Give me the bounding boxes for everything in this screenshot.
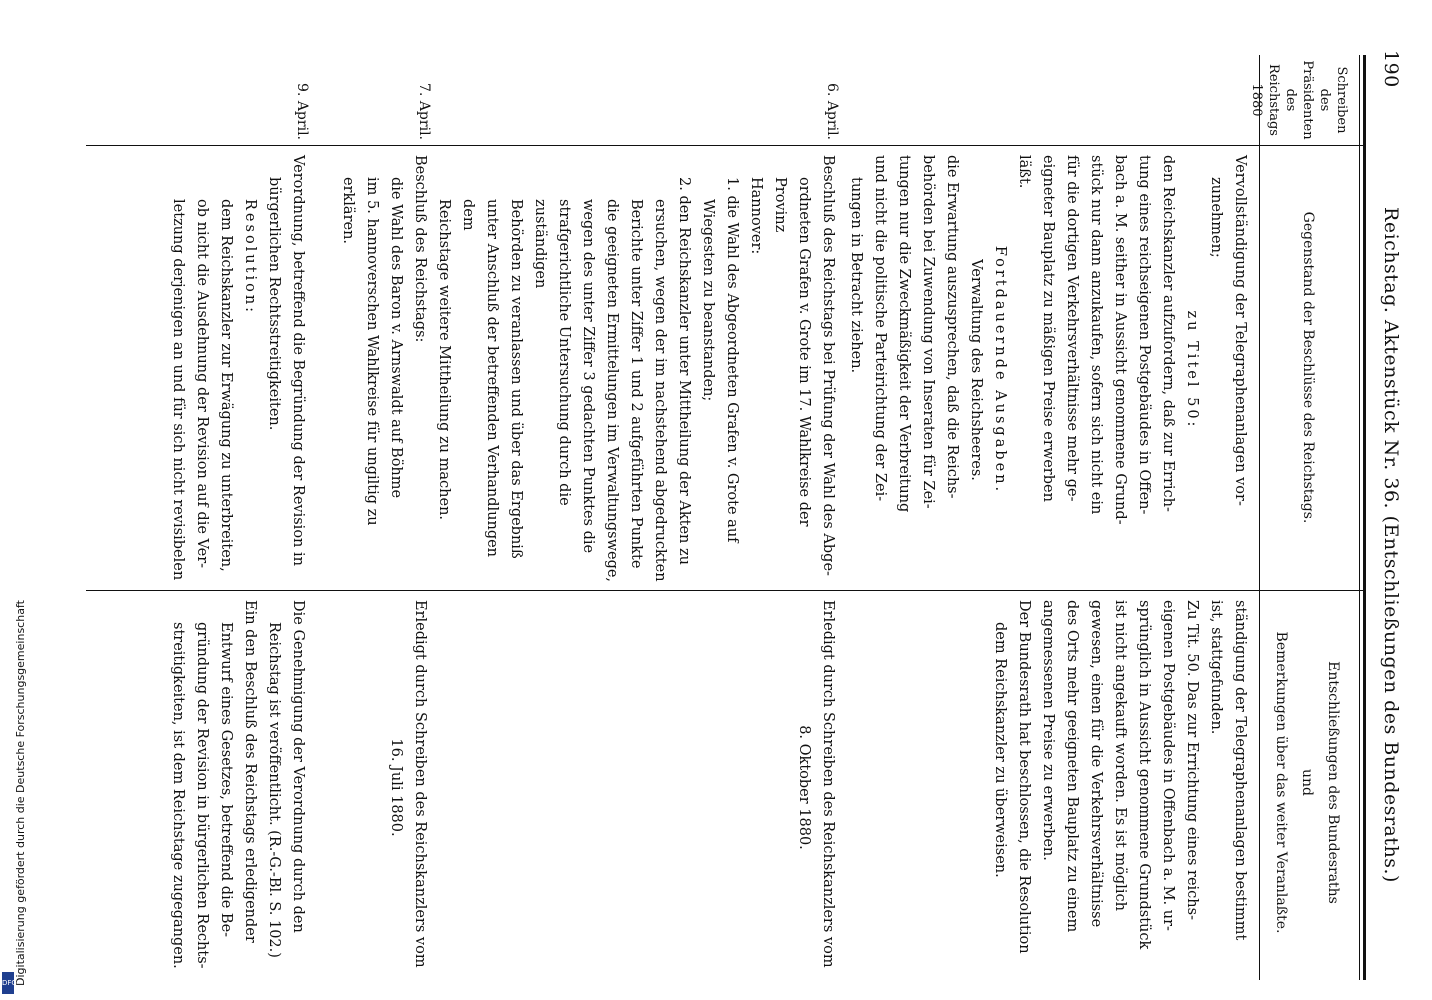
column-header-subject	[1299, 150, 1316, 585]
subject-line: strafgerichtliche Untersuchung durch die zuständigen	[532, 199, 572, 506]
resolution-line: gewesen, einen für die Verkehrsverhältnisse	[1088, 600, 1104, 928]
resolution-line: ist, stattgefunden.	[1208, 600, 1224, 735]
subject-line: tungen in Betracht ziehen.	[848, 177, 864, 374]
subject-line: unter Anschluß der betreffenden Verhandlungen dem	[460, 199, 500, 558]
resolution-line: Der Bundesrath hat beschlossen, die Resolution	[1016, 600, 1032, 954]
subject-line: behörden bei Zuwendung von Inseraten für Zei-	[920, 155, 936, 509]
subject-line: erklären.	[340, 177, 356, 245]
resolution-line: angemessenen Preise zu erwerben.	[1040, 600, 1056, 861]
subject-line: Wiegesten zu beanstanden;	[700, 199, 716, 402]
subject-line: die Erwartung auszusprechen, daß die Reichs-	[944, 155, 960, 499]
resolution-line: Reichstag ist veröffentlicht. (R.-G.-Bl. S. 102.)	[266, 622, 282, 958]
row-date: 7. April.	[416, 83, 432, 140]
subject-line: Berichte unter Ziffer 1 und 2 aufgeführten Punkte	[628, 199, 644, 569]
subject-line: bach a. M. seither in Aussicht genommene Grund-	[1112, 155, 1128, 525]
column-header-date-line: Reichstags	[1266, 64, 1281, 136]
subject-line: zu Titel 50:	[1184, 310, 1200, 430]
subject-line: eigneter Bauplatz zu mäßigen Preise erwerben	[1040, 155, 1056, 502]
subject-cell	[432, 155, 840, 585]
column-header-resolution-line: Bemerkungen über das weiter Veranlaßte.	[1273, 631, 1289, 934]
subject-line: letzung derjenigen an und für sich nicht revisibelen	[170, 199, 186, 581]
subject-line: ersuchen, wegen der im nachstehend abgedruckten	[652, 199, 668, 582]
running-title: Reichstag. Aktenstück Nr. 36. (Entschließungen des Bundesraths.)	[1380, 207, 1402, 883]
subject-line: 1. die Wahl des Abgeordneten Grafen v. Grote auf	[724, 177, 740, 543]
top-rule	[1363, 55, 1366, 980]
subject-line: läßt.	[1016, 155, 1032, 189]
column-header-date-line: des	[1283, 88, 1298, 112]
resolution-line: dem Reichskanzler zu überweisen.	[992, 622, 1008, 878]
subject-cell	[336, 155, 432, 585]
resolution-cell	[792, 600, 840, 975]
subject-line: Hannover:	[748, 177, 764, 255]
resolution-line: ist nicht angekauft worden. Es ist möglich	[1112, 600, 1128, 911]
subject-line: 2. den Reichskanzler unter Mittheilung der Akten zu	[676, 177, 692, 565]
subject-line: für die dortigen Verkehrsverhältnisse mehr ge-	[1064, 155, 1080, 502]
resolution-line: 8. Oktober 1880.	[796, 725, 812, 850]
subject-line: wegen des unter Ziffer 3 gedachten Punktes die	[580, 199, 596, 554]
subject-line: Verordnung, betreffend die Begründung der Revision in	[290, 155, 306, 566]
column-header-subject-text: Gegenstand der Beschlüsse des Reichstags.	[1300, 211, 1316, 524]
column-header-resolution-line: und	[1299, 769, 1315, 796]
subject-line: Resolution:	[242, 199, 258, 316]
row-date: 6. April.	[824, 83, 840, 140]
resolution-cell	[384, 600, 432, 975]
subject-line: tung eines reichseigenen Postgebäudes in Offen-	[1136, 155, 1152, 515]
resolution-line: streitigkeiten, ist dem Reichstage zugegangen.	[170, 622, 186, 969]
resolution-line: eigenen Postgebäudes in Offenbach a. M. ur-	[1160, 600, 1176, 931]
resolution-line: Zu Tit. 50. Das zur Errichtung eines reichs-	[1184, 600, 1200, 920]
subject-line: dem Reichskanzler zur Erwägung zu unterbreiten,	[218, 199, 234, 572]
resolution-line: 16. Juli 1880.	[388, 738, 404, 837]
subject-line: Fortdauernde Ausgaben.	[992, 245, 1008, 495]
column-header-date-line: Präsidenten	[1300, 60, 1315, 140]
subject-line: im 5. hannoverschen Wahlkreise für ungiltig zu	[364, 177, 380, 526]
subject-line: Beschluß des Reichstags:	[412, 155, 428, 343]
column-header-date	[1248, 58, 1350, 142]
subject-line: ordneten Grafen v. Grote im 17. Wahlkreise der Provinz	[772, 177, 812, 527]
resolution-line: ständigung der Telegraphenanlagen bestimmt	[1232, 600, 1248, 941]
subject-line: stück nur dann anzukaufen, sofern sich nicht ein	[1088, 155, 1104, 515]
subject-line: tungen nur die Zweckmäßigkeit der Verbreitung	[896, 155, 912, 513]
column-divider-2	[86, 590, 1366, 591]
subject-line: Vervollständigung der Telegraphenanlagen vor-	[1232, 155, 1248, 506]
resolution-line: des Orts mehr geeigneten Bauplatz zu einem	[1064, 600, 1080, 933]
column-header-resolution	[1268, 595, 1346, 970]
resolution-cell	[988, 600, 1252, 975]
subject-line: Behörden zu veranlassen und über das Ergebniß	[508, 199, 524, 559]
top-rule-thin	[1359, 55, 1360, 980]
subject-cell	[166, 155, 310, 585]
subject-line: die Wahl des Baron v. Arnswaldt auf Böhme	[388, 177, 404, 499]
subject-line: Reichstage weitere Mittheilung zu machen.	[436, 199, 452, 521]
subject-cell	[844, 155, 1252, 585]
row-date: 9. April.	[294, 83, 310, 140]
header-rule	[1259, 55, 1260, 980]
column-divider-1	[86, 145, 1366, 146]
column-header-date-line: 1880	[1249, 83, 1264, 117]
resolution-line: gründung der Revision in bürgerlichen Rechts-	[194, 622, 210, 969]
column-header-date-line: Schreiben	[1334, 66, 1349, 134]
resolution-line: Entwurf eines Gesetzes, betreffend die Be-	[218, 622, 234, 938]
subject-line: ob nicht die Ausdehnung der Revision auf die Ver-	[194, 199, 210, 569]
digitization-caption-text: Digitalisierung gefördert durch die Deutsche Forschungsgemeinschaft	[14, 600, 27, 986]
subject-line: den Reichskanzler aufzufordern, daß zur Errich-	[1160, 155, 1176, 512]
subject-line: bürgerlichen Rechtsstreitigkeiten.	[266, 177, 282, 431]
subject-line: die geeigneten Ermittelungen im Verwaltungswege,	[604, 199, 620, 583]
page-number: 190	[1380, 50, 1402, 88]
resolution-line: Erledigt durch Schreiben des Reichskanzlers vom	[412, 600, 428, 968]
subject-line: Verwaltung des Reichsheeres.	[968, 259, 984, 481]
resolution-line: Die Genehmigung der Verordnung durch den	[290, 600, 306, 933]
dfg-logo: DFG	[2, 972, 14, 994]
subject-line: Beschluß des Reichstags bei Prüfung der Wahl des Abge-	[820, 155, 836, 576]
resolution-line: sprünglich in Aussicht genommene Grundstück	[1136, 600, 1152, 950]
resolution-cell	[166, 600, 310, 975]
column-header-date-line: des	[1317, 88, 1332, 112]
resolution-line: Ein den Beschluß des Reichstags erledigender	[242, 600, 258, 943]
resolution-line: Erledigt durch Schreiben des Reichskanzlers vom	[820, 600, 836, 968]
column-header-resolution-line: Entschließungen des Bundesraths	[1325, 661, 1341, 904]
subject-line: zunehmen;	[1208, 177, 1224, 258]
subject-line: und nicht die politische Parteirichtung der Zei-	[872, 155, 888, 502]
